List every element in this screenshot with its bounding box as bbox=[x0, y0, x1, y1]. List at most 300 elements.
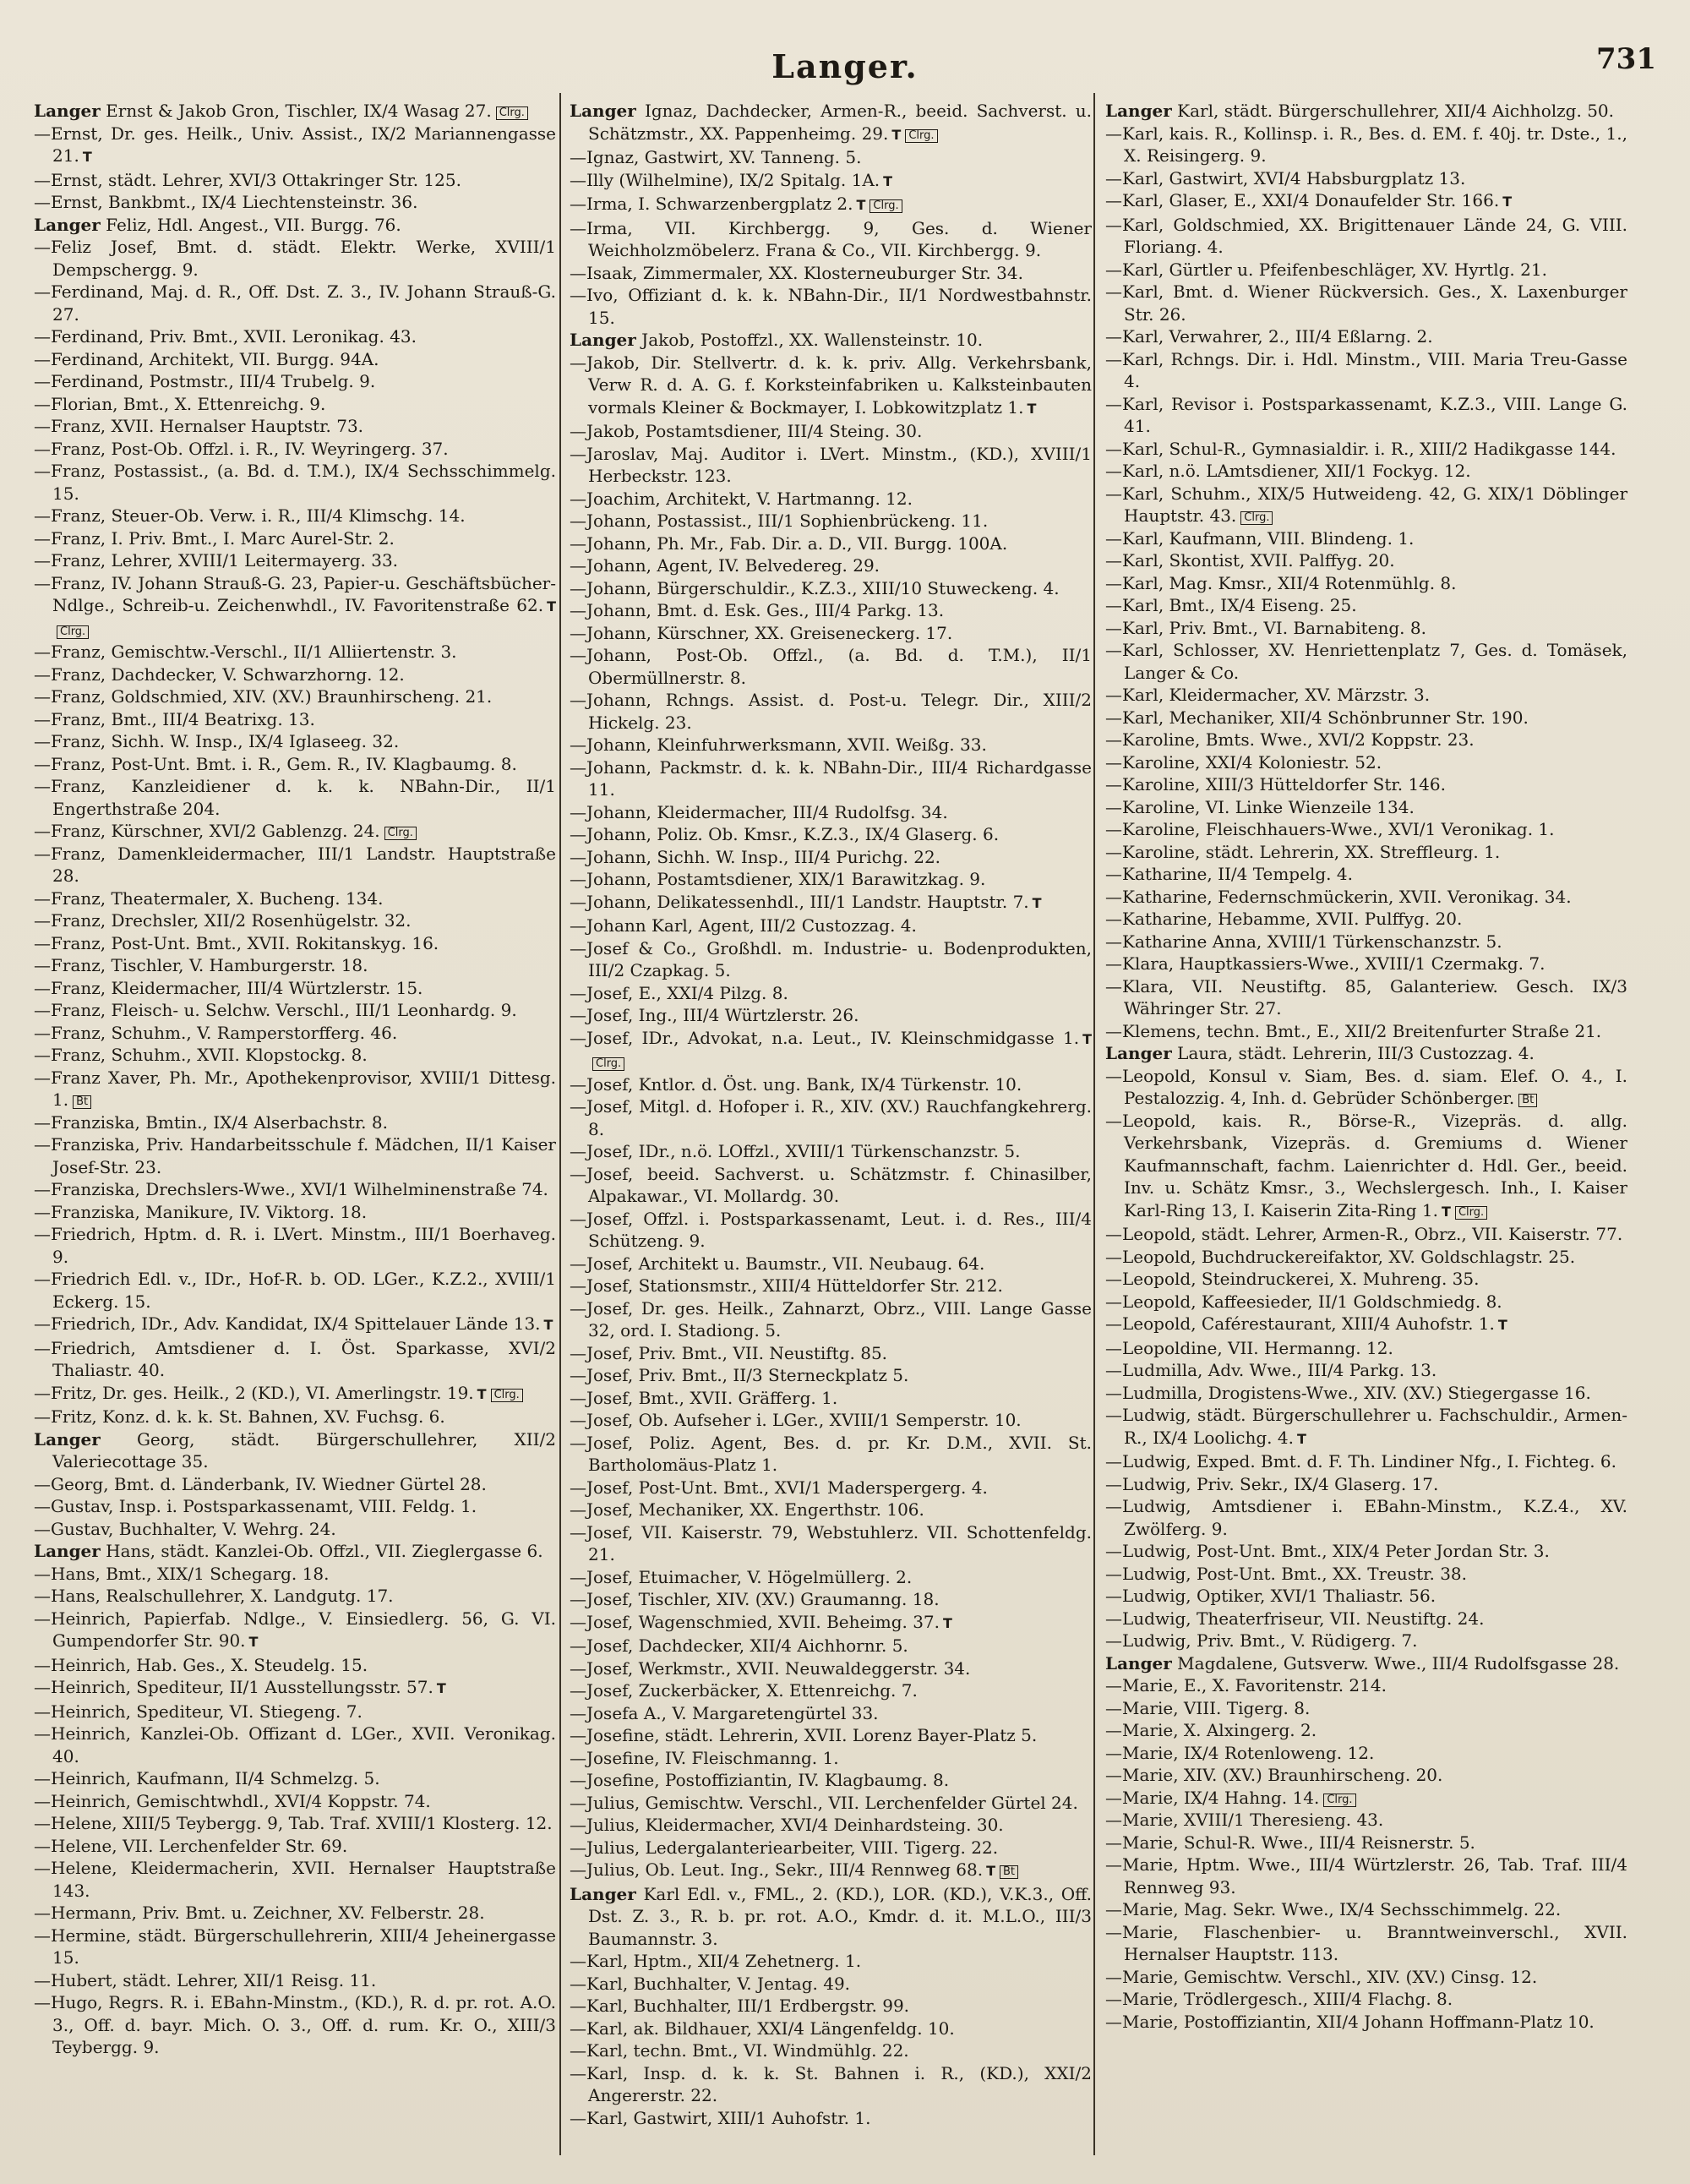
entry-dash: — bbox=[34, 1406, 51, 1427]
entry-text: Hermine, städt. Bürgerschullehrerin, XIII/4 Jeheinergasse 15. bbox=[51, 1925, 556, 1968]
directory-entry bbox=[1105, 975, 1627, 1020]
directory-entry bbox=[34, 1518, 556, 1541]
entry-text: Johann, Bmt. d. Esk. Ges., III/4 Parkg. 13. bbox=[586, 600, 945, 620]
directory-entry bbox=[1105, 1608, 1627, 1630]
entry-text: Marie, IX/4 Rotenloweng. 12. bbox=[1122, 1742, 1375, 1763]
entry-dash: — bbox=[1105, 1989, 1122, 2009]
entry-text: Ferdinand, Maj. d. R., Off. Dst. Z. 3., IV. Johann Strauß-G. 27. bbox=[51, 281, 556, 325]
entry-dash: — bbox=[570, 801, 586, 822]
entry-dash: — bbox=[570, 1566, 586, 1587]
entry-text: Julius, Ob. Leut. Ing., Sekr., III/4 Rennweg 68. bbox=[586, 1859, 984, 1880]
entry-text: Fritz, Konz. d. k. k. St. Bahnen, XV. Fuchsg. 6. bbox=[51, 1406, 445, 1427]
directory-entry bbox=[34, 753, 556, 776]
entry-dash: — bbox=[34, 977, 51, 998]
entry-dash: — bbox=[34, 572, 51, 593]
entry-dash: — bbox=[34, 1337, 51, 1358]
entry-dash: — bbox=[1105, 2011, 1122, 2032]
directory-entry bbox=[1105, 1495, 1627, 1540]
entry-dash: — bbox=[34, 731, 51, 751]
entry-dash: — bbox=[34, 326, 51, 347]
boxed-mark: Clrg. bbox=[384, 827, 417, 840]
entry-dash: — bbox=[570, 511, 586, 531]
directory-entry bbox=[34, 1337, 556, 1382]
entry-dash: — bbox=[1105, 595, 1122, 615]
entry-dash: — bbox=[34, 1179, 51, 1199]
entry-dash: — bbox=[34, 505, 51, 526]
entry-text: Gustav, Buchhalter, V. Wehrg. 24. bbox=[51, 1518, 336, 1539]
directory-entry bbox=[570, 915, 1092, 937]
entry-text: Katharine Anna, XVIII/1 Türkenschanzstr. 5. bbox=[1122, 931, 1502, 952]
directory-entry bbox=[34, 820, 556, 843]
entry-text: Franz, Post-Unt. Bmt. i. R., Gem. R., IV. Klagbaumg. 8. bbox=[51, 753, 517, 774]
entry-text: Marie, Hptm. Wwe., III/4 Würtzlerstr. 26, Tab. Traf. III/4 Rennweg 93. bbox=[1122, 1854, 1627, 1897]
directory-entry bbox=[1105, 1966, 1627, 1989]
entry-surname: Langer bbox=[1105, 1043, 1172, 1063]
directory-entry bbox=[1105, 348, 1627, 393]
directory-entry bbox=[570, 1950, 1092, 1973]
directory-entry bbox=[34, 909, 556, 932]
entry-text: Franz, Post-Ob. Offzl. i. R., IV. Weyringerg. 37. bbox=[51, 438, 449, 459]
entry-dash: — bbox=[1105, 348, 1122, 369]
entry-text: Franz, Schuhm., V. Ramperstorfferg. 46. bbox=[51, 1022, 398, 1043]
entry-text: Franz, Steuer-Ob. Verw. i. R., III/4 Klimschg. 14. bbox=[51, 505, 466, 526]
entry-text: Josef, Dachdecker, XII/4 Aichhornr. 5. bbox=[586, 1635, 908, 1656]
entry-text: Marie, VIII. Tigerg. 8. bbox=[1122, 1697, 1311, 1718]
directory-entry bbox=[34, 1654, 556, 1677]
entry-dash: — bbox=[570, 1635, 586, 1656]
entry-text: Karl, Mag. Kmsr., XII/4 Rotenmühlg. 8. bbox=[1122, 572, 1457, 593]
entry-text: Franz, Bmt., III/4 Beatrixg. 13. bbox=[51, 708, 315, 729]
entry-dash: — bbox=[1105, 640, 1122, 660]
entry-text: Helene, Kleidermacherin, XVII. Hernalser Hauptstraße 143. bbox=[51, 1858, 556, 1901]
directory-entry bbox=[1105, 1337, 1627, 1360]
directory-entry bbox=[34, 1723, 556, 1767]
entry-surname: Langer bbox=[34, 101, 101, 121]
entry-dash: — bbox=[570, 645, 586, 665]
entry-text: Karl, Bmt. d. Wiener Rückversich. Ges., X. Laxenburger Str. 26. bbox=[1122, 281, 1627, 325]
entry-text: Leopold, Caférestaurant, XIII/4 Auhofstr. 1. bbox=[1122, 1313, 1495, 1334]
entry-text: Karl, Schuhm., XIX/5 Hutweideng. 42, G. XIX/1 Döblinger Hauptstr. 43. bbox=[1122, 483, 1627, 526]
directory-entry bbox=[34, 1857, 556, 1902]
entry-text: Karl, Hptm., XII/4 Zehetnerg. 1. bbox=[586, 1951, 862, 1971]
entry-text: Josefine, städt. Lehrerin, XVII. Lorenz Bayer-Platz 5. bbox=[586, 1725, 1038, 1745]
entry-dash: — bbox=[1105, 483, 1122, 504]
entry-dash: — bbox=[1105, 774, 1122, 794]
directory-entry bbox=[570, 1611, 1092, 1635]
directory-entry bbox=[570, 2017, 1092, 2040]
directory-entry bbox=[34, 348, 556, 371]
telephone-mark: T bbox=[891, 126, 902, 143]
telephone-mark: T bbox=[986, 1863, 995, 1879]
entry-text: Marie, Gemischtw. Verschl., XIV. (XV.) Cinsg. 12. bbox=[1122, 1966, 1538, 1987]
directory-entry bbox=[1105, 886, 1627, 909]
boxed-mark: Clrg. bbox=[1240, 511, 1273, 525]
directory-entry bbox=[34, 325, 556, 348]
entry-text: Josef, Poliz. Agent, Bes. d. pr. Kr. D.M., XVII. St. Bartholomäus-Platz 1. bbox=[586, 1432, 1092, 1475]
directory-entry bbox=[1105, 1563, 1627, 1586]
boxed-mark: Clrg. bbox=[905, 129, 937, 143]
entry-text: Ludwig, Post-Unt. Bmt., XX. Treustr. 38. bbox=[1122, 1563, 1467, 1584]
entry-text: Feliz Josef, Bmt. d. städt. Elektr. Werke, XVIII/1 Dempschergg. 9. bbox=[51, 237, 556, 280]
directory-entry bbox=[570, 262, 1092, 285]
entry-dash: — bbox=[570, 1657, 586, 1679]
directory-entry bbox=[570, 284, 1092, 329]
entry-dash: — bbox=[1105, 1110, 1122, 1131]
entry-text: Josefine, Postoffiziantin, IV. Klagbaumg. 8. bbox=[586, 1770, 950, 1790]
entry-text: Franz, Post-Unt. Bmt., XVII. Rokitanskyg. 16. bbox=[51, 932, 439, 953]
entry-text: Illy (Wilhelmine), IX/2 Spitalg. 1A. bbox=[586, 169, 880, 190]
entry-dash: — bbox=[570, 352, 586, 373]
directory-entry bbox=[570, 554, 1092, 577]
entry-text: Johann, Ph. Mr., Fab. Dir. a. D., VII. Burgg. 100A. bbox=[586, 532, 1008, 554]
directory-entry bbox=[1105, 931, 1627, 953]
entry-text: Franz, Kanzleidiener d. k. k. NBahn-Dir., II/1 Engerthstraße 204. bbox=[51, 776, 556, 819]
directory-entry bbox=[1105, 325, 1627, 348]
directory-entry bbox=[34, 460, 556, 505]
entry-surname: Langer bbox=[34, 1541, 101, 1561]
directory-entry bbox=[34, 1268, 556, 1313]
entry-text: Fritz, Dr. ges. Heilk., 2 (KD.), VI. Amerlingstr. 19. bbox=[51, 1382, 474, 1403]
entry-dash: — bbox=[570, 690, 586, 710]
entry-dash: — bbox=[1105, 1810, 1122, 1830]
directory-entry bbox=[570, 488, 1092, 511]
entry-text: Johann, Bürgerschuldir., K.Z.3., XIII/10 Stuweckeng. 4. bbox=[586, 577, 1060, 598]
entry-text: Franz, IV. Johann Strauß-G. 23, Papier-u. Geschäftsbücher-Ndlge., Schreib-u. Zeichenwhdl., IV. Favoritenstraße 62. bbox=[51, 572, 556, 615]
entry-text: Ludwig, Amtsdiener i. EBahn-Minstm., K.Z.4., XV. Zwölferg. 9. bbox=[1122, 1496, 1627, 1539]
entry-dash: — bbox=[1105, 1020, 1122, 1041]
entry-text: Karl, Kleidermacher, XV. Märzstr. 3. bbox=[1122, 685, 1431, 705]
directory-entry bbox=[1105, 1473, 1627, 1496]
entry-text: Marie, E., X. Favoritenstr. 214. bbox=[1122, 1675, 1387, 1695]
directory-entry bbox=[1105, 572, 1627, 595]
directory-entry bbox=[570, 329, 1092, 352]
entry-dash: — bbox=[34, 1790, 51, 1811]
entry-text: Karl Edl. v., FML., 2. (KD.), LOR. (KD.), V.K.3., Off. Dst. Z. 3., R. b. pr. rot. A.O., Kmdr. d. it. M.L.O., III/3 Baumannstr. 3. bbox=[588, 1883, 1093, 1949]
entry-text: Ernst, städt. Lehrer, XVI/3 Ottakringer Str. 125. bbox=[51, 169, 461, 190]
entry-dash: — bbox=[1105, 1337, 1122, 1358]
entry-dash: — bbox=[570, 1027, 586, 1048]
telephone-mark: T bbox=[477, 1385, 487, 1402]
entry-text: Friedrich, IDr., Adv. Kandidat, IX/4 Spittelauer Lände 13. bbox=[51, 1313, 541, 1334]
entry-dash: — bbox=[1105, 1720, 1122, 1740]
entry-text: Josefine, IV. Fleischmanng. 1. bbox=[586, 1747, 839, 1768]
entry-text: Johann, Postamtsdiener, XIX/1 Barawitzkag. 9. bbox=[586, 869, 986, 889]
entry-dash: — bbox=[34, 1000, 51, 1020]
directory-entry bbox=[570, 1409, 1092, 1432]
entry-dash: — bbox=[570, 1096, 586, 1117]
directory-entry bbox=[570, 1073, 1092, 1096]
directory-entry bbox=[1105, 2011, 1627, 2034]
entry-text: Franz, Kleidermacher, III/4 Würtzlerstr. 15. bbox=[51, 977, 423, 998]
directory-entry bbox=[1105, 460, 1627, 483]
entry-dash: — bbox=[34, 192, 51, 212]
boxed-mark: Clrg. bbox=[592, 1057, 624, 1071]
entry-dash: — bbox=[34, 1768, 51, 1788]
entry-dash: — bbox=[570, 846, 586, 867]
entry-text: Johann, Kleinfuhrwerksmann, XVII. Weißg. 33. bbox=[586, 734, 987, 755]
directory-entry bbox=[570, 1095, 1092, 1140]
directory-entry bbox=[570, 1635, 1092, 1657]
entry-dash: — bbox=[1105, 707, 1122, 728]
column-right bbox=[1100, 100, 1633, 2162]
directory-entry bbox=[570, 756, 1092, 801]
entry-text: Johann, Sichh. W. Insp., III/4 Purichg. 22. bbox=[586, 846, 941, 867]
entry-text: Marie, IX/4 Hahng. 14. bbox=[1122, 1787, 1320, 1808]
directory-entry bbox=[34, 1540, 556, 1563]
entry-text: Ludwig, Optiker, XVI/1 Thaliastr. 56. bbox=[1122, 1586, 1436, 1606]
directory-entry bbox=[1105, 167, 1627, 190]
entry-dash: — bbox=[1105, 975, 1122, 996]
directory-entry bbox=[570, 100, 1092, 146]
entry-text: Friedrich, Hptm. d. R. i. LVert. Minstm., III/1 Boerhaveg. 9. bbox=[51, 1224, 556, 1267]
directory-entry bbox=[1105, 1042, 1627, 1065]
directory-entry bbox=[34, 1902, 556, 1925]
directory-entry bbox=[570, 2107, 1092, 2130]
entry-text: Karl, ak. Bildhauer, XXI/4 Längenfeldg. 10. bbox=[586, 2017, 955, 2039]
directory-entry bbox=[570, 734, 1092, 756]
entry-text: Marie, Flaschenbier- u. Branntweinverschl., XVII. Hernalser Hauptstr. 113. bbox=[1122, 1921, 1627, 1964]
entry-text: Franz, I. Priv. Bmt., I. Marc Aurel-Str. 2. bbox=[51, 527, 395, 549]
directory-entry bbox=[1105, 1246, 1627, 1269]
entry-dash: — bbox=[1105, 167, 1122, 188]
directory-entry bbox=[34, 281, 556, 325]
entry-text: Johann Karl, Agent, III/2 Custozzag. 4. bbox=[586, 915, 917, 936]
entry-dash: — bbox=[1105, 1966, 1122, 1987]
directory-entry bbox=[1105, 1742, 1627, 1765]
entry-text: Josef, Werkmstr., XVII. Neuwaldeggerstr. 34. bbox=[586, 1657, 971, 1679]
entry-dash: — bbox=[34, 932, 51, 953]
directory-entry bbox=[570, 689, 1092, 734]
directory-entry bbox=[1105, 100, 1627, 123]
entry-text: Josef, Priv. Bmt., II/3 Sterneckplatz 5. bbox=[586, 1365, 909, 1385]
entry-dash: — bbox=[570, 915, 586, 936]
directory-entry bbox=[1105, 123, 1627, 167]
entry-text: Marie, Mag. Sekr. Wwe., IX/4 Sechsschimmelg. 22. bbox=[1122, 1899, 1562, 1919]
directory-entry bbox=[34, 999, 556, 1022]
directory-entry bbox=[1105, 841, 1627, 864]
entry-text: Franz, Fleisch- u. Selchw. Verschl., III/1 Leonhardg. 9. bbox=[51, 1000, 517, 1020]
entry-text: Ernst, Dr. ges. Heilk., Univ. Assist., IX/2 Mariannengasse 21. bbox=[51, 123, 556, 166]
entry-dash: — bbox=[570, 1747, 586, 1768]
column-left bbox=[29, 100, 561, 2162]
directory-entry bbox=[1105, 1450, 1627, 1473]
entry-text: Franziska, Bmtin., IX/4 Alserbachstr. 8. bbox=[51, 1111, 388, 1133]
directory-entry bbox=[34, 236, 556, 281]
entry-dash: — bbox=[1105, 1563, 1122, 1584]
entry-dash: — bbox=[1105, 886, 1122, 907]
entry-dash: — bbox=[34, 1969, 51, 1990]
directory-entry bbox=[570, 937, 1092, 982]
telephone-mark: T bbox=[943, 1614, 952, 1631]
entry-text: Hubert, städt. Lehrer, XII/1 Reisg. 11. bbox=[51, 1969, 377, 1990]
entry-text: Josef, IDr., Advokat, n.a. Leut., IV. Kleinschmidgasse 1. bbox=[586, 1027, 1080, 1048]
entry-dash: — bbox=[34, 1925, 51, 1946]
entry-dash: — bbox=[570, 1365, 586, 1385]
directory-entry bbox=[34, 1178, 556, 1201]
entry-dash: — bbox=[570, 285, 586, 305]
entry-text: Hans, städt. Kanzlei-Ob. Offzl., VII. Zieglergasse 6. bbox=[106, 1541, 543, 1561]
entry-text: Heinrich, Spediteur, VI. Stiegeng. 7. bbox=[51, 1701, 363, 1722]
entry-dash: — bbox=[570, 600, 586, 620]
directory-entry bbox=[34, 1969, 556, 1992]
entry-text: Josef, Offzl. i. Postsparkassenamt, Leut. i. d. Res., III/4 Schützeng. 9. bbox=[586, 1208, 1092, 1251]
entry-text: Heinrich, Hab. Ges., X. Steudelg. 15. bbox=[51, 1654, 368, 1675]
entry-text: Klara, Hauptkassiers-Wwe., XVIII/1 Czermakg. 7. bbox=[1122, 953, 1546, 974]
entry-text: Ignaz, Gastwirt, XV. Tanneng. 5. bbox=[586, 147, 862, 167]
directory-entry bbox=[570, 982, 1092, 1005]
directory-entry bbox=[1105, 1404, 1627, 1450]
entry-surname: Langer bbox=[34, 214, 101, 235]
directory-entry bbox=[570, 1297, 1092, 1342]
entry-dash: — bbox=[34, 1835, 51, 1856]
entry-text: Ludwig, städt. Bürgerschullehrer u. Fachschuldir., Armen-R., IX/4 Loolichg. 4. bbox=[1122, 1405, 1627, 1448]
directory-entry bbox=[1105, 189, 1627, 214]
entry-text: Julius, Ledergalanteriearbeiter, VIII. Tigerg. 22. bbox=[586, 1837, 999, 1858]
entry-text: Marie, Trödlergesch., XIII/4 Flachg. 8. bbox=[1122, 1989, 1453, 2009]
entry-dash: — bbox=[1105, 123, 1122, 144]
entry-text: Heinrich, Kanzlei-Ob. Offizant d. LGer., XVII. Veronikag. 40. bbox=[51, 1723, 556, 1766]
directory-entry bbox=[570, 1724, 1092, 1747]
entry-dash: — bbox=[570, 217, 586, 238]
directory-entry bbox=[1105, 863, 1627, 886]
entry-surname: Langer bbox=[570, 101, 636, 121]
entry-dash: — bbox=[1105, 1854, 1122, 1875]
entry-dash: — bbox=[34, 776, 51, 796]
entry-text: Karl, städt. Bürgerschullehrer, XII/4 Aichholzg. 50. bbox=[1177, 101, 1614, 121]
entry-dash: — bbox=[570, 756, 586, 778]
directory-entry bbox=[1105, 1585, 1627, 1608]
entry-dash: — bbox=[34, 1903, 51, 1923]
entry-text: Heinrich, Gemischtwhdl., XVI/4 Koppstr. 74. bbox=[51, 1790, 431, 1811]
entry-text: Ferdinand, Architekt, VII. Burgg. 94A. bbox=[51, 348, 379, 369]
entry-text: Johann, Postassist., III/1 Sophienbrückeng. 11. bbox=[586, 511, 989, 531]
directory-entry bbox=[570, 1275, 1092, 1297]
directory-entry bbox=[1105, 1652, 1627, 1675]
entry-dash: — bbox=[1105, 1832, 1122, 1853]
directory-entry bbox=[34, 730, 556, 753]
directory-entry bbox=[570, 1566, 1092, 1589]
entry-dash: — bbox=[34, 1067, 51, 1088]
entry-dash: — bbox=[570, 1702, 586, 1723]
entry-dash: — bbox=[1105, 1630, 1122, 1651]
directory-entry bbox=[570, 1163, 1092, 1208]
entry-dash: — bbox=[1105, 931, 1122, 952]
directory-entry bbox=[570, 1253, 1092, 1275]
entry-text: Karl, Revisor i. Postsparkassenamt, K.Z.3., VIII. Lange G. 41. bbox=[1122, 393, 1627, 436]
entry-text: Josef, Stationsmstr., XIII/4 Hütteldorfer Str. 212. bbox=[586, 1275, 1003, 1296]
entry-text: Magdalene, Gutsverw. Wwe., III/4 Rudolfsgasse 28. bbox=[1177, 1652, 1620, 1673]
directory-entry bbox=[570, 146, 1092, 169]
entry-text: Karl, Buchhalter, V. Jentag. 49. bbox=[586, 1973, 851, 1994]
directory-entry bbox=[570, 1004, 1092, 1027]
entry-dash: — bbox=[34, 1654, 51, 1675]
telephone-mark: T bbox=[1442, 1203, 1451, 1220]
entry-dash: — bbox=[34, 1496, 51, 1516]
entry-text: Karoline, XXI/4 Koloniestr. 52. bbox=[1122, 751, 1382, 773]
entry-dash: — bbox=[34, 1586, 51, 1606]
telephone-mark: T bbox=[248, 1634, 259, 1650]
entry-dash: — bbox=[34, 438, 51, 459]
entry-dash: — bbox=[1105, 1405, 1122, 1425]
entry-text: Karl, Gürtler u. Pfeifenbeschläger, XV. Hyrtlg. 21. bbox=[1122, 259, 1547, 280]
entry-text: Laura, städt. Lehrerin, III/3 Custozzag. 4. bbox=[1177, 1043, 1535, 1063]
entry-text: Franz, Goldschmied, XIV. (XV.) Braunhirscheng. 21. bbox=[51, 686, 493, 707]
entry-dash: — bbox=[34, 753, 51, 774]
entry-text: Klemens, techn. Bmt., E., XII/2 Breitenfurter Straße 21. bbox=[1122, 1020, 1602, 1041]
entry-text: Joachim, Architekt, V. Hartmanng. 12. bbox=[586, 488, 913, 509]
entry-text: Johann, Post-Ob. Offzl., (a. Bd. d. T.M.), II/1 Obermüllnerstr. 8. bbox=[586, 645, 1092, 688]
directory-entry bbox=[34, 505, 556, 527]
entry-dash: — bbox=[1105, 438, 1122, 459]
directory-entry bbox=[1105, 707, 1627, 729]
entry-dash: — bbox=[570, 1611, 586, 1632]
directory-entry bbox=[1105, 773, 1627, 796]
directory-entry bbox=[570, 1208, 1092, 1253]
entry-text: Friedrich Edl. v., IDr., Hof-R. b. OD. LGer., K.Z.2., XVIII/1 Eckerg. 15. bbox=[51, 1269, 556, 1312]
directory-entry bbox=[1105, 483, 1627, 527]
entry-dash: — bbox=[34, 348, 51, 369]
entry-dash: — bbox=[570, 734, 586, 755]
entry-text: Franz, Schuhm., XVII. Klopstockg. 8. bbox=[51, 1045, 368, 1065]
directory-entry bbox=[34, 1767, 556, 1790]
directory-entry bbox=[570, 1837, 1092, 1859]
entry-text: Heinrich, Papierfab. Ndlge., V. Einsiedlerg. 56, G. VI. Gumpendorfer Str. 90. bbox=[51, 1608, 556, 1651]
entry-text: Karoline, städt. Lehrerin, XX. Streffleurg. 1. bbox=[1122, 841, 1501, 862]
directory-entry bbox=[570, 352, 1092, 421]
entry-text: Karl, Glaser, E., XXI/4 Donaufelder Str. 166. bbox=[1122, 190, 1500, 210]
entry-text: Josef, Mitgl. d. Hofoper i. R., XIV. (XV.) Rauchfangkehrerg. 8. bbox=[586, 1096, 1092, 1139]
entry-text: Josef & Co., Großhdl. m. Industrie- u. Bodenprodukten, III/2 Czapkag. 5. bbox=[586, 937, 1092, 980]
entry-text: Irma, I. Schwarzenbergplatz 2. bbox=[586, 194, 853, 214]
entry-text: Josef, Wagenschmied, XVII. Beheimg. 37. bbox=[586, 1611, 940, 1632]
entry-text: Hans, Bmt., XIX/1 Schegarg. 18. bbox=[51, 1563, 330, 1584]
directory-entry bbox=[570, 1342, 1092, 1365]
entry-text: Georg, städt. Bürgerschullehrer, XII/2 Valeriecottage 35. bbox=[52, 1428, 556, 1471]
directory-entry bbox=[1105, 1832, 1627, 1854]
entry-dash: — bbox=[34, 461, 51, 481]
entry-dash: — bbox=[1105, 326, 1122, 347]
entry-text: Leopold, städt. Lehrer, Armen-R., Obrz., VII. Kaiserstr. 77. bbox=[1122, 1224, 1623, 1244]
entry-text: Franz, Lehrer, XVIII/1 Leitermayerg. 33. bbox=[51, 550, 399, 571]
entry-dash: — bbox=[570, 1073, 586, 1095]
directory-entry bbox=[1105, 1854, 1627, 1898]
entry-text: Helene, XIII/5 Teybergg. 9, Tab. Traf. XVIII/1 Klosterg. 12. bbox=[51, 1813, 553, 1833]
entry-dash: — bbox=[34, 663, 51, 685]
entry-dash: — bbox=[34, 642, 51, 662]
entry-dash: — bbox=[1105, 190, 1122, 210]
entry-dash: — bbox=[34, 1224, 51, 1244]
entry-dash: — bbox=[570, 262, 586, 283]
entry-text: Katharine, Hebamme, XVII. Pulffyg. 20. bbox=[1122, 909, 1463, 929]
entry-text: Karl, n.ö. LAmtsdiener, XII/1 Fockyg. 12. bbox=[1122, 461, 1471, 481]
entry-dash: — bbox=[1105, 393, 1122, 414]
entry-dash: — bbox=[1105, 1224, 1122, 1244]
directory-entry bbox=[570, 1679, 1092, 1702]
entry-text: Ludwig, Priv. Sekr., IX/4 Glaserg. 17. bbox=[1122, 1473, 1439, 1494]
entry-text: Leopold, kais. R., Börse-R., Vizepräs. d. allg. Verkehrsbank, Vizepräs. d. Gremiums d. Wiener Kaufmannschaft, fachm. Laienrichter d. Hdl. Ger., beeid. Inv. u. Schätz Kmsr., 3., Wechslergesch. Inh., I. Kaiser Karl-Ring 13, I. Kaiserin Zita-Ring 1. bbox=[1122, 1110, 1627, 1220]
directory-entry bbox=[570, 577, 1092, 600]
entry-dash: — bbox=[34, 843, 51, 864]
telephone-mark: T bbox=[1082, 1030, 1092, 1047]
directory-entry bbox=[1105, 1787, 1627, 1810]
entry-dash: — bbox=[570, 1342, 586, 1363]
entry-text: Karl, Buchhalter, III/1 Erdbergstr. 99. bbox=[586, 1996, 910, 2016]
directory-entry bbox=[1105, 1809, 1627, 1832]
entry-text: Karl, Goldschmied, XX. Brigittenauer Lände 24, G. VIII. Floriang. 4. bbox=[1122, 214, 1627, 257]
directory-entry bbox=[34, 1406, 556, 1428]
entry-dash: — bbox=[34, 1858, 51, 1878]
entry-text: Franz, Sichh. W. Insp., IX/4 Iglaseeg. 32. bbox=[51, 731, 400, 751]
